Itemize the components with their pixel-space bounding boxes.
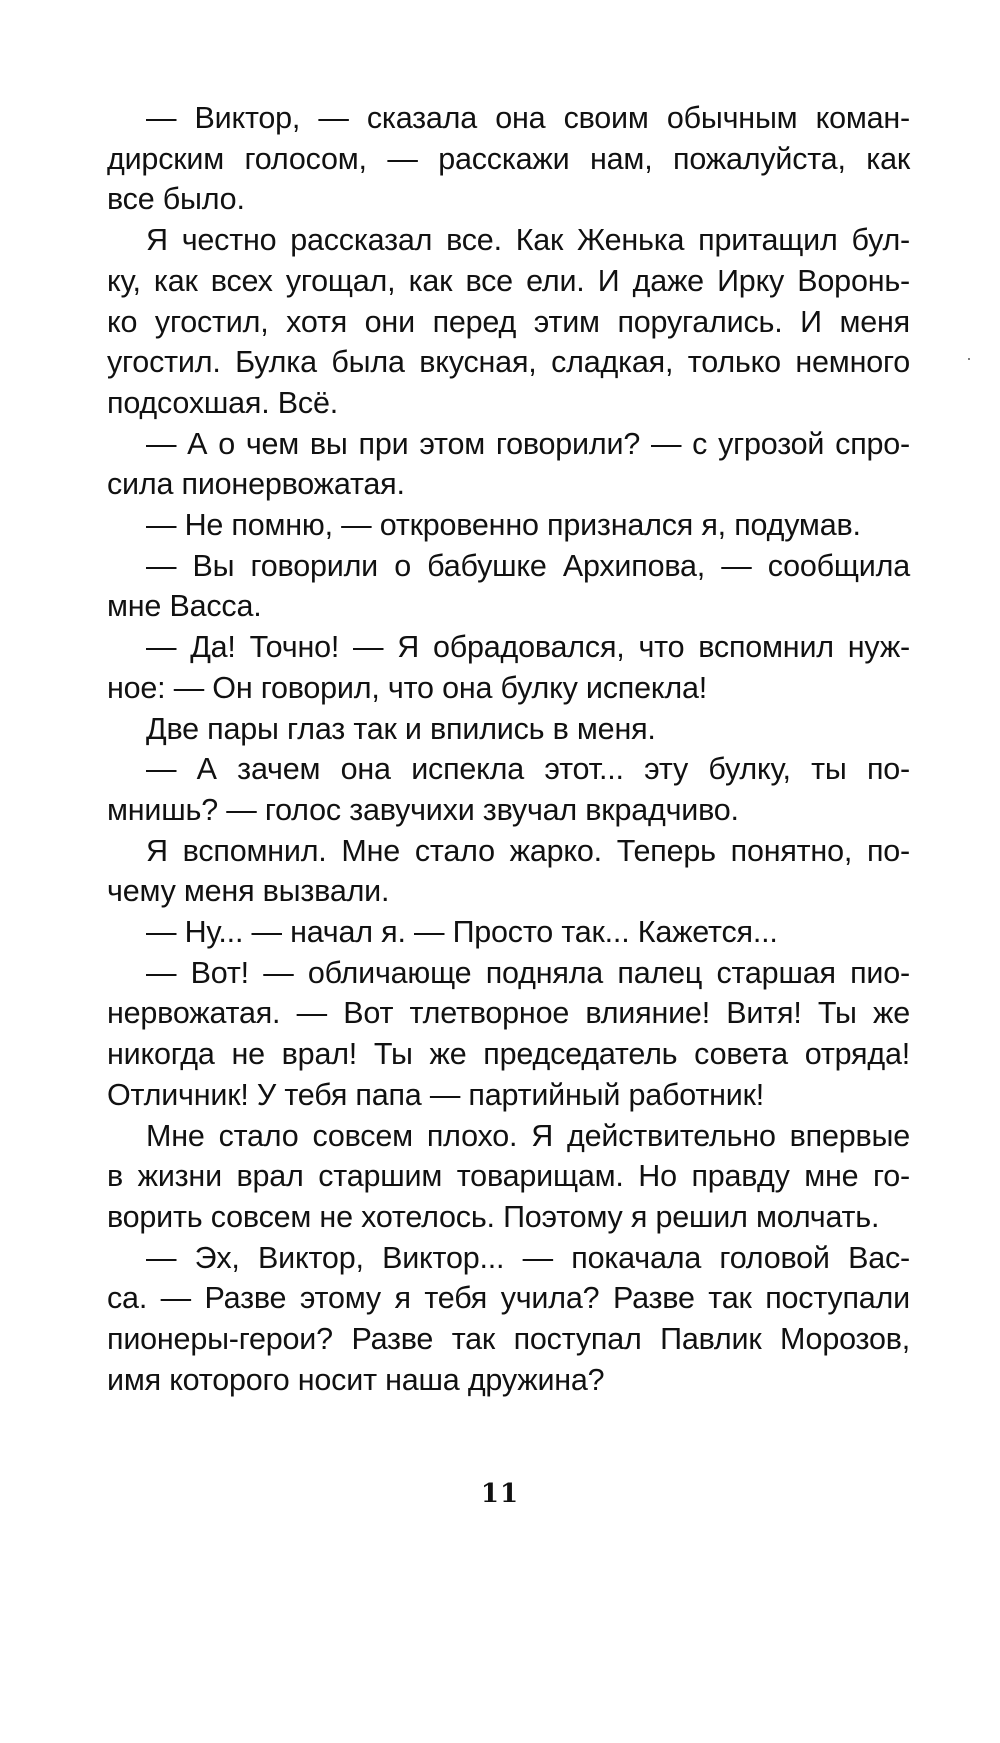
text-line: Две пары глаз так и впились в меня. — [146, 711, 656, 746]
text-line: ко угостил, хотя они перед этим поругались. И меня — [107, 304, 910, 339]
text-line: ку, как всех угощал, как все ели. И даже Ирку Воронь- — [107, 263, 910, 298]
text-line: нервожатая. — Вот тлетворное влияние! Витя! Ты же — [107, 996, 910, 1031]
text-line: — Вот! — обличающе подняла палец старшая пио- — [146, 955, 910, 990]
text-line: Я честно рассказал все. Как Женька притащил бул- — [146, 223, 910, 258]
text-line: — Да! Точно! — Я обрадовался, что вспомнил нуж- — [146, 630, 910, 665]
text-line: пионеры-герои? Разве так поступал Павлик Морозов, — [107, 1322, 910, 1357]
text-line: мне Васса. — [107, 589, 262, 624]
text-line: никогда не врал! Ты же председатель совета отряда! — [107, 1037, 910, 1072]
paragraph — [68, 424, 910, 505]
paragraph — [68, 505, 910, 546]
text-line: сила пионервожатая. — [107, 467, 405, 502]
text-line: — А о чем вы при этом говорили? — с угрозой спро- — [146, 426, 910, 461]
paragraph — [68, 953, 910, 1116]
page-number: 11 — [480, 1479, 520, 1509]
text-line: са. — Разве этому я тебя учила? Разве так поступали — [107, 1281, 910, 1316]
text-line: — А зачем она испекла этот... эту булку, ты по- — [146, 752, 910, 787]
text-line: ное: — Он говорил, что она булку испекла! — [107, 670, 707, 705]
text-line: в жизни врал старшим товарищам. Но правду мне го- — [107, 1159, 910, 1194]
text-line: — Виктор, — сказала она своим обычным коман- — [146, 101, 910, 135]
text-line: чему меня вызвали. — [107, 874, 390, 909]
text-line: мнишь? — голос завучихи звучал вкрадчиво. — [107, 792, 739, 827]
paragraph — [68, 1116, 910, 1238]
text-line: имя которого носит наша дружина? — [107, 1362, 605, 1397]
text-line: подсохшая. Всё. — [107, 385, 338, 420]
text-line: — Эх, Виктор, Виктор... — покачала головой Вас- — [146, 1240, 910, 1275]
paragraph — [68, 912, 910, 953]
paragraph — [68, 220, 910, 424]
text-line: дирским голосом, — расскажи нам, пожалуйста, как — [107, 141, 910, 176]
paragraph — [68, 749, 910, 830]
body-text — [68, 98, 910, 1401]
paragraph — [68, 709, 910, 750]
text-line: Мне стало совсем плохо. Я действительно впервые — [146, 1118, 910, 1153]
text-line: угостил. Булка была вкусная, сладкая, только немного — [107, 345, 910, 380]
text-line: — Вы говорили о бабушке Архипова, — сообщила — [146, 548, 910, 583]
text-line: все было. — [107, 182, 245, 217]
text-line: — Ну... — начал я. — Просто так... Кажется... — [146, 915, 778, 950]
scan-speck — [968, 358, 970, 360]
text-line: Я вспомнил. Мне стало жарко. Теперь понятно, по- — [146, 833, 910, 868]
text-line: Отличник! У тебя папа — партийный работник! — [107, 1077, 765, 1112]
paragraph — [68, 1238, 910, 1401]
text-line: — Не помню, — откровенно признался я, подумав. — [146, 508, 861, 543]
text-line: ворить совсем не хотелось. Поэтому я решил молчать. — [107, 1199, 880, 1234]
paragraph — [68, 627, 910, 708]
paragraph — [68, 546, 910, 627]
paragraph — [68, 98, 910, 220]
paragraph — [68, 831, 910, 912]
